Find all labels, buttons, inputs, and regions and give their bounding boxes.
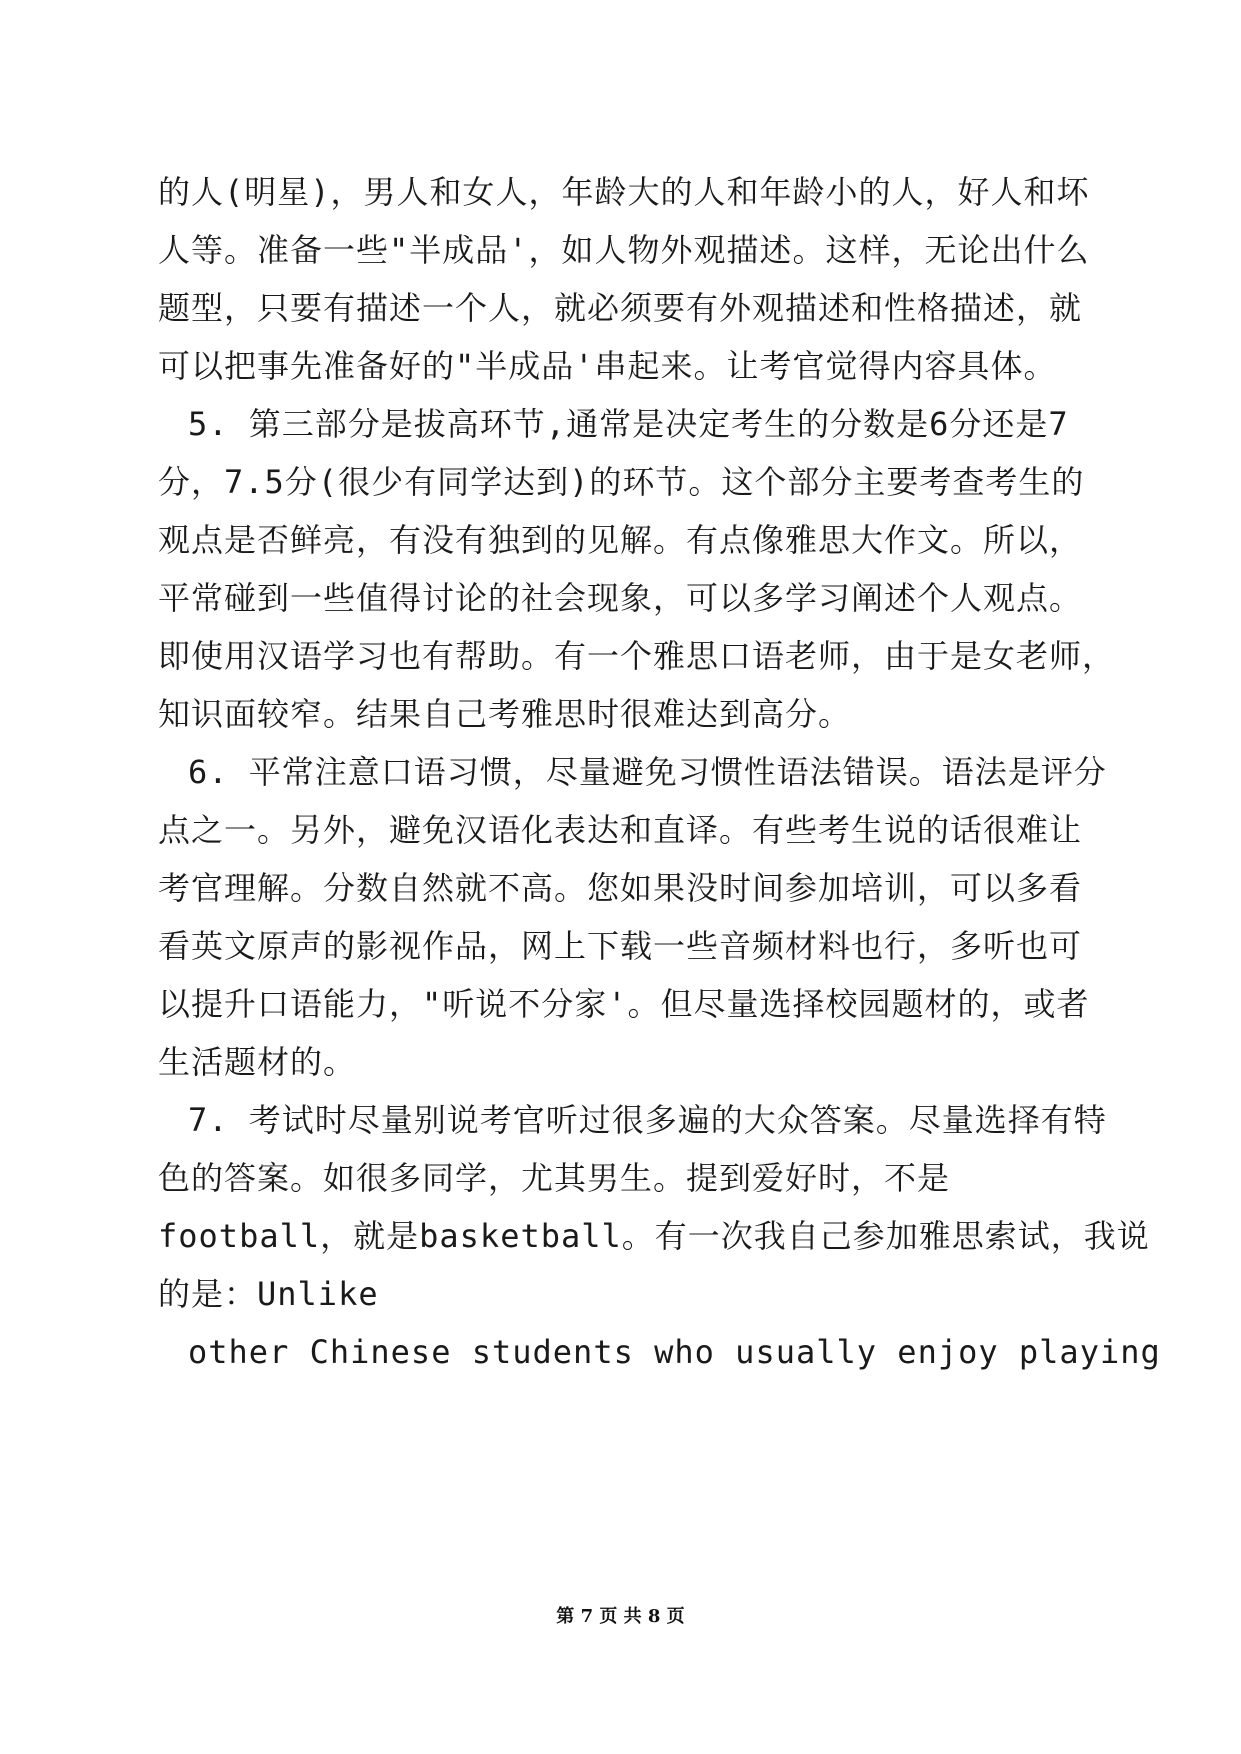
text-line: 知识面较窄。结果自己考雅思时很难达到高分。 [158, 695, 852, 733]
paragraph-6-start: 6. 平常注意口语习惯，尽量避免习惯性语法错误。语法是评分 [188, 753, 1107, 791]
text-line: 分，7.5分(很少有同学达到)的环节。这个部分主要考查考生的 [158, 463, 1085, 501]
text-line: 平常碰到一些值得讨论的社会现象，可以多学习阐述个人观点。 [158, 579, 1083, 617]
text-line: 生活题材的。 [158, 1043, 357, 1081]
paragraph-5-start: 5. 第三部分是拔高环节,通常是决定考生的分数是6分还是7 [188, 405, 1069, 443]
text-line: 人等。准备一些"半成品'，如人物外观描述。这样，无论出什么 [158, 231, 1090, 269]
text-line: 考官理解。分数自然就不高。您如果没时间参加培训，可以多看 [158, 869, 1083, 907]
text-line: other Chinese students who usually enjoy playing [188, 1333, 1161, 1371]
paragraph-7-start: 7. 考试时尽量别说考官听过很多遍的大众答案。尽量选择有特 [188, 1101, 1107, 1139]
text-line: 点之一。另外，避免汉语化表达和直译。有些考生说的话很难让 [158, 811, 1083, 849]
text-line: 即使用汉语学习也有帮助。有一个雅思口语老师，由于是女老师， [158, 637, 1116, 675]
text-line: 的人(明星)，男人和女人，年龄大的人和年龄小的人，好人和坏 [158, 173, 1090, 211]
text-line: 看英文原声的影视作品，网上下载一些音频材料也行，多听也可 [158, 927, 1083, 965]
text-line: 题型，只要有描述一个人，就必须要有外观描述和性格描述，就 [158, 289, 1083, 327]
page-number-footer: 第 7 页 共 8 页 [556, 1606, 685, 1627]
text-line: 色的答案。如很多同学，尤其男生。提到爱好时，不是 [158, 1159, 951, 1197]
text-line: football，就是basketball。有一次我自己参加雅思索试，我说 [158, 1217, 1150, 1255]
text-line: 的是：Unlike [158, 1275, 379, 1313]
text-line: 可以把事先准备好的"半成品'串起来。让考官觉得内容具体。 [158, 347, 1057, 385]
text-line: 以提升口语能力，"听说不分家'。但尽量选择校园题材的，或者 [158, 985, 1090, 1023]
text-line: 观点是否鲜亮，有没有独到的见解。有点像雅思大作文。所以， [158, 521, 1083, 559]
